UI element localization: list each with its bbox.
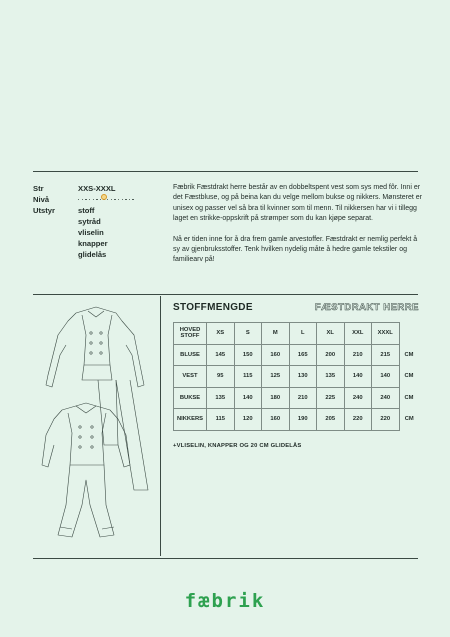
table-cell: 135 <box>207 387 235 409</box>
table-cell: 95 <box>207 366 235 388</box>
table-cell: 140 <box>372 366 400 388</box>
table-cell: 215 <box>372 344 400 366</box>
table-cell: 240 <box>344 387 372 409</box>
table-cell: 135 <box>317 366 345 388</box>
table-cell: 165 <box>289 344 317 366</box>
table-cell: 145 <box>207 344 235 366</box>
size-header: M <box>262 323 290 345</box>
table-row <box>174 409 420 431</box>
level-track-dot <box>85 199 86 201</box>
level-track-dot <box>122 199 123 201</box>
table-row <box>174 366 420 388</box>
table-cell: 200 <box>317 344 345 366</box>
level-track-dot <box>125 199 126 201</box>
table-cell: 150 <box>234 344 262 366</box>
bottom-divider <box>33 558 418 559</box>
level-track-dot <box>132 199 133 201</box>
table-cell: 210 <box>289 387 317 409</box>
unit-cell: CM <box>404 373 414 380</box>
footnote: +VLISELIN, KNAPPER OG 20 CM GLIDELÅS <box>173 443 302 449</box>
table-row <box>174 387 420 409</box>
table-cell: 125 <box>262 366 290 388</box>
level-track-dot <box>89 199 90 201</box>
level-row <box>33 194 153 205</box>
table-cell: 160 <box>262 409 290 431</box>
pattern-info <box>33 183 153 260</box>
table-header-row <box>174 323 420 345</box>
fabric-table <box>173 322 420 431</box>
size-header: XS <box>207 323 235 345</box>
equipment-item: stoff <box>78 206 95 215</box>
fabric-header <box>173 302 419 313</box>
row-label: BLUSE <box>174 344 207 366</box>
table-cell: 130 <box>289 366 317 388</box>
middle-divider <box>33 294 418 295</box>
table-cell: 240 <box>372 387 400 409</box>
section-title: STOFFMENGDE <box>173 302 253 313</box>
level-marker-icon <box>101 194 107 200</box>
description-paragraph: Nå er tiden inne for å dra frem gamle arvestoffer. Fæstdrakt er nemlig perfekt å sy av gjenbruksstoffer. Tenk hvilken nydelig måte å hedre gamle tekstiler og familiearv på! <box>173 235 418 264</box>
size-value: XXS-XXXL <box>78 184 116 193</box>
unit-header <box>399 323 419 345</box>
description <box>173 183 423 276</box>
level-track-dot <box>129 199 130 201</box>
size-header: L <box>289 323 317 345</box>
table-cell: 205 <box>317 409 345 431</box>
level-track-dot <box>78 199 79 201</box>
table-cell: 140 <box>234 387 262 409</box>
equipment-row <box>33 205 153 260</box>
table-cell: 160 <box>262 344 290 366</box>
equipment-item: vliselin <box>78 228 104 237</box>
table-cell: 210 <box>344 344 372 366</box>
equipment-label: Utstyr <box>33 206 55 215</box>
size-header: XXL <box>344 323 372 345</box>
table-cell: 115 <box>207 409 235 431</box>
size-label: Str <box>33 184 44 193</box>
garment-illustration <box>38 305 158 555</box>
table-cell: 225 <box>317 387 345 409</box>
table-cell: 115 <box>234 366 262 388</box>
row-label: NIKKERS <box>174 409 207 431</box>
size-header: XXXL <box>372 323 400 345</box>
size-header: S <box>234 323 262 345</box>
level-indicator <box>78 194 136 205</box>
unit-cell: CM <box>404 394 414 401</box>
size-header: XL <box>317 323 345 345</box>
level-label: Nivå <box>33 195 50 204</box>
level-track-dot <box>96 199 97 201</box>
table-cell: 140 <box>344 366 372 388</box>
table-row <box>174 344 420 366</box>
table-cell: 190 <box>289 409 317 431</box>
table-cell: 220 <box>344 409 372 431</box>
unit-cell: CM <box>404 416 414 423</box>
top-divider <box>33 171 418 172</box>
level-track-dot <box>118 199 119 201</box>
level-track-dot <box>114 199 115 201</box>
vertical-divider <box>160 296 161 556</box>
brand-logo: fæbrik <box>184 590 266 612</box>
equipment-item: sytråd <box>78 217 101 226</box>
level-track-dot <box>82 199 83 201</box>
table-cell: 120 <box>234 409 262 431</box>
level-track-dot <box>93 199 94 201</box>
table-cell: 220 <box>372 409 400 431</box>
equipment-item: knapper <box>78 239 108 248</box>
equipment-item: glidelås <box>78 250 107 259</box>
description-paragraph: Fæbrik Fæstdrakt herre består av en dobbeltspent vest som sys med fôr. Inni er det Fæstbluse, og på beina kan du velge mellom bukse og nikkers. Mønsteret er unisex og passer vel så bra til kvinner som til menn. Til nikkersen har vi i tillegg laget en strikke-oppskrift på strømper som du kan kjøpe separat. <box>173 184 423 223</box>
level-track-dot <box>111 199 112 201</box>
size-row <box>33 183 153 194</box>
row-label: VEST <box>174 366 207 388</box>
table-corner: HOVED STOFF <box>174 323 207 345</box>
table-cell: 180 <box>262 387 290 409</box>
row-label: BUKSE <box>174 387 207 409</box>
level-track-dot <box>107 199 108 201</box>
product-title: FÆSTDRAKT HERRE <box>314 302 419 313</box>
unit-cell: CM <box>404 351 414 358</box>
